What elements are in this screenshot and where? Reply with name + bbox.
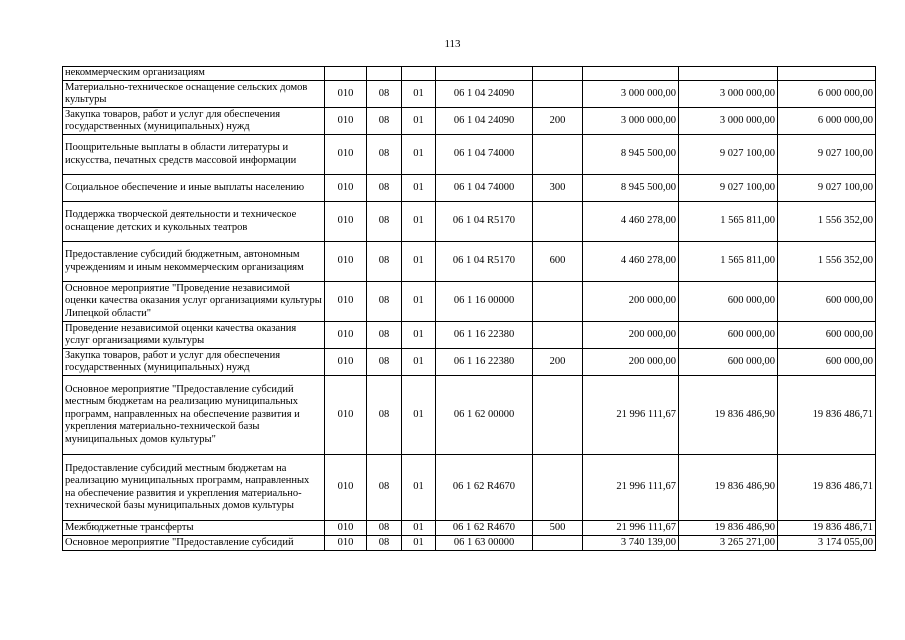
subsection-code-cell: 01 bbox=[402, 242, 436, 282]
subsection-code-cell: 01 bbox=[402, 108, 436, 135]
row-name-cell: Основное мероприятие "Предоставление субсидий местным бюджетам на реализацию муниципальных программ, направленных на обеспечение развития и укрепления материально-технической базы муниципальных домов культуры" bbox=[63, 376, 325, 455]
page-number: 113 bbox=[444, 38, 461, 50]
expense-type-cell: 300 bbox=[533, 175, 583, 202]
subsection-code-cell: 01 bbox=[402, 536, 436, 551]
table-row bbox=[63, 202, 876, 242]
target-article-cell: 06 1 04 R5170 bbox=[436, 202, 533, 242]
table-row bbox=[63, 322, 876, 349]
section-code-cell: 08 bbox=[367, 202, 402, 242]
amount-year-3-cell: 1 556 352,00 bbox=[778, 202, 876, 242]
target-article-cell: 06 1 04 74000 bbox=[436, 135, 533, 175]
amount-year-1-cell: 200 000,00 bbox=[583, 282, 679, 322]
section-code-cell: 08 bbox=[367, 376, 402, 455]
subsection-code-cell: 01 bbox=[402, 135, 436, 175]
target-article-cell: 06 1 04 24090 bbox=[436, 81, 533, 108]
expense-type-cell bbox=[533, 322, 583, 349]
amount-year-2-cell: 19 836 486,90 bbox=[679, 376, 778, 455]
amount-year-1-cell: 8 945 500,00 bbox=[583, 135, 679, 175]
amount-year-1-cell: 3 740 139,00 bbox=[583, 536, 679, 551]
target-article-cell: 06 1 04 24090 bbox=[436, 108, 533, 135]
amount-year-2-cell bbox=[679, 67, 778, 81]
amount-year-1-cell: 4 460 278,00 bbox=[583, 242, 679, 282]
subsection-code-cell bbox=[402, 67, 436, 81]
row-name-cell: Основное мероприятие "Предоставление субсидий bbox=[63, 536, 325, 551]
amount-year-3-cell: 6 000 000,00 bbox=[778, 81, 876, 108]
amount-year-1-cell: 21 996 111,67 bbox=[583, 455, 679, 521]
section-code-cell: 08 bbox=[367, 521, 402, 536]
table-row bbox=[63, 521, 876, 536]
amount-year-3-cell: 6 000 000,00 bbox=[778, 108, 876, 135]
expense-type-cell bbox=[533, 81, 583, 108]
table-row bbox=[63, 536, 876, 551]
amount-year-2-cell: 3 000 000,00 bbox=[679, 81, 778, 108]
row-name-cell: Социальное обеспечение и иные выплаты населению bbox=[63, 175, 325, 202]
admin-code-cell: 010 bbox=[325, 202, 367, 242]
amount-year-3-cell: 19 836 486,71 bbox=[778, 455, 876, 521]
amount-year-1-cell: 3 000 000,00 bbox=[583, 81, 679, 108]
section-code-cell: 08 bbox=[367, 536, 402, 551]
admin-code-cell: 010 bbox=[325, 135, 367, 175]
table-row bbox=[63, 455, 876, 521]
amount-year-2-cell: 600 000,00 bbox=[679, 322, 778, 349]
admin-code-cell: 010 bbox=[325, 175, 367, 202]
row-name-cell: Поддержка творческой деятельности и техническое оснащение детских и кукольных театров bbox=[63, 202, 325, 242]
amount-year-2-cell: 9 027 100,00 bbox=[679, 175, 778, 202]
row-name-cell: Предоставление субсидий местным бюджетам на реализацию муниципальных программ, направленных на обеспечение развития и укрепления материально-технической базы муниципальных домов культуры bbox=[63, 455, 325, 521]
budget-table bbox=[62, 66, 876, 551]
subsection-code-cell: 01 bbox=[402, 282, 436, 322]
table-row bbox=[63, 282, 876, 322]
section-code-cell: 08 bbox=[367, 175, 402, 202]
expense-type-cell bbox=[533, 202, 583, 242]
amount-year-3-cell: 9 027 100,00 bbox=[778, 175, 876, 202]
admin-code-cell: 010 bbox=[325, 242, 367, 282]
section-code-cell: 08 bbox=[367, 242, 402, 282]
amount-year-2-cell: 19 836 486,90 bbox=[679, 521, 778, 536]
admin-code-cell bbox=[325, 67, 367, 81]
amount-year-3-cell bbox=[778, 67, 876, 81]
expense-type-cell bbox=[533, 455, 583, 521]
subsection-code-cell: 01 bbox=[402, 455, 436, 521]
expense-type-cell: 200 bbox=[533, 108, 583, 135]
subsection-code-cell: 01 bbox=[402, 322, 436, 349]
table-row bbox=[63, 67, 876, 81]
amount-year-2-cell: 3 000 000,00 bbox=[679, 108, 778, 135]
amount-year-1-cell: 21 996 111,67 bbox=[583, 376, 679, 455]
section-code-cell: 08 bbox=[367, 135, 402, 175]
target-article-cell: 06 1 16 22380 bbox=[436, 322, 533, 349]
admin-code-cell: 010 bbox=[325, 282, 367, 322]
admin-code-cell: 010 bbox=[325, 349, 367, 376]
admin-code-cell: 010 bbox=[325, 455, 367, 521]
admin-code-cell: 010 bbox=[325, 108, 367, 135]
expense-type-cell bbox=[533, 135, 583, 175]
target-article-cell: 06 1 62 R4670 bbox=[436, 455, 533, 521]
target-article-cell: 06 1 16 00000 bbox=[436, 282, 533, 322]
section-code-cell: 08 bbox=[367, 322, 402, 349]
expense-type-cell bbox=[533, 282, 583, 322]
subsection-code-cell: 01 bbox=[402, 376, 436, 455]
amount-year-1-cell: 4 460 278,00 bbox=[583, 202, 679, 242]
admin-code-cell: 010 bbox=[325, 376, 367, 455]
amount-year-1-cell: 8 945 500,00 bbox=[583, 175, 679, 202]
amount-year-3-cell: 600 000,00 bbox=[778, 349, 876, 376]
amount-year-1-cell: 3 000 000,00 bbox=[583, 108, 679, 135]
target-article-cell: 06 1 16 22380 bbox=[436, 349, 533, 376]
amount-year-1-cell: 200 000,00 bbox=[583, 349, 679, 376]
table-row bbox=[63, 108, 876, 135]
expense-type-cell bbox=[533, 376, 583, 455]
row-name-cell: Материально-техническое оснащение сельских домов культуры bbox=[63, 81, 325, 108]
subsection-code-cell: 01 bbox=[402, 521, 436, 536]
table-row bbox=[63, 376, 876, 455]
row-name-cell: некоммерческим организациям bbox=[63, 67, 325, 81]
section-code-cell bbox=[367, 67, 402, 81]
row-name-cell: Закупка товаров, работ и услуг для обеспечения государственных (муниципальных) нужд bbox=[63, 349, 325, 376]
amount-year-2-cell: 600 000,00 bbox=[679, 349, 778, 376]
expense-type-cell: 200 bbox=[533, 349, 583, 376]
amount-year-3-cell: 19 836 486,71 bbox=[778, 521, 876, 536]
amount-year-2-cell: 9 027 100,00 bbox=[679, 135, 778, 175]
row-name-cell: Межбюджетные трансферты bbox=[63, 521, 325, 536]
amount-year-3-cell: 3 174 055,00 bbox=[778, 536, 876, 551]
amount-year-2-cell: 19 836 486,90 bbox=[679, 455, 778, 521]
subsection-code-cell: 01 bbox=[402, 349, 436, 376]
amount-year-3-cell: 9 027 100,00 bbox=[778, 135, 876, 175]
table-row bbox=[63, 81, 876, 108]
target-article-cell: 06 1 62 00000 bbox=[436, 376, 533, 455]
amount-year-3-cell: 19 836 486,71 bbox=[778, 376, 876, 455]
expense-type-cell bbox=[533, 536, 583, 551]
table-row bbox=[63, 242, 876, 282]
amount-year-2-cell: 1 565 811,00 bbox=[679, 242, 778, 282]
amount-year-1-cell bbox=[583, 67, 679, 81]
section-code-cell: 08 bbox=[367, 81, 402, 108]
target-article-cell: 06 1 04 R5170 bbox=[436, 242, 533, 282]
expense-type-cell: 500 bbox=[533, 521, 583, 536]
row-name-cell: Проведение независимой оценки качества оказания услуг организациями культуры bbox=[63, 322, 325, 349]
admin-code-cell: 010 bbox=[325, 536, 367, 551]
row-name-cell: Предоставление субсидий бюджетным, автономным учреждениям и иным некоммерческим организациям bbox=[63, 242, 325, 282]
amount-year-3-cell: 600 000,00 bbox=[778, 322, 876, 349]
target-article-cell: 06 1 04 74000 bbox=[436, 175, 533, 202]
section-code-cell: 08 bbox=[367, 455, 402, 521]
amount-year-3-cell: 1 556 352,00 bbox=[778, 242, 876, 282]
table-row bbox=[63, 349, 876, 376]
admin-code-cell: 010 bbox=[325, 81, 367, 108]
row-name-cell: Поощрительные выплаты в области литературы и искусства, печатных средств массовой информации bbox=[63, 135, 325, 175]
subsection-code-cell: 01 bbox=[402, 175, 436, 202]
section-code-cell: 08 bbox=[367, 349, 402, 376]
expense-type-cell bbox=[533, 67, 583, 81]
expense-type-cell: 600 bbox=[533, 242, 583, 282]
amount-year-2-cell: 1 565 811,00 bbox=[679, 202, 778, 242]
subsection-code-cell: 01 bbox=[402, 81, 436, 108]
target-article-cell: 06 1 63 00000 bbox=[436, 536, 533, 551]
admin-code-cell: 010 bbox=[325, 322, 367, 349]
amount-year-1-cell: 21 996 111,67 bbox=[583, 521, 679, 536]
table-row bbox=[63, 175, 876, 202]
amount-year-2-cell: 600 000,00 bbox=[679, 282, 778, 322]
target-article-cell bbox=[436, 67, 533, 81]
table-row bbox=[63, 135, 876, 175]
section-code-cell: 08 bbox=[367, 108, 402, 135]
amount-year-3-cell: 600 000,00 bbox=[778, 282, 876, 322]
subsection-code-cell: 01 bbox=[402, 202, 436, 242]
section-code-cell: 08 bbox=[367, 282, 402, 322]
admin-code-cell: 010 bbox=[325, 521, 367, 536]
amount-year-2-cell: 3 265 271,00 bbox=[679, 536, 778, 551]
amount-year-1-cell: 200 000,00 bbox=[583, 322, 679, 349]
target-article-cell: 06 1 62 R4670 bbox=[436, 521, 533, 536]
row-name-cell: Основное мероприятие "Проведение независимой оценки качества оказания услуг организациями культуры Липецкой области" bbox=[63, 282, 325, 322]
row-name-cell: Закупка товаров, работ и услуг для обеспечения государственных (муниципальных) нужд bbox=[63, 108, 325, 135]
